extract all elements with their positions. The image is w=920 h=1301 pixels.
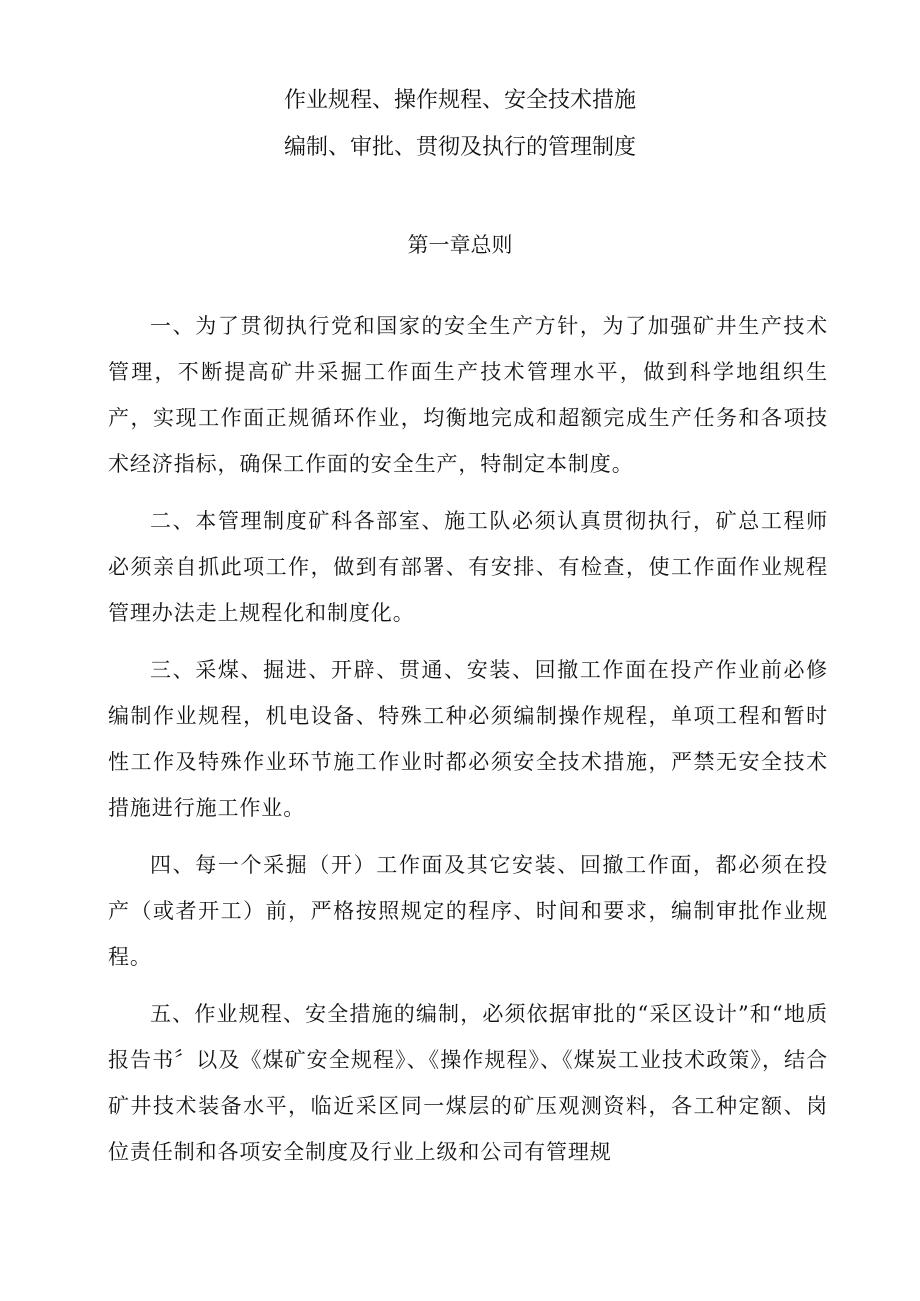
paragraph-4: 四、每一个采掘（开）工作面及其它安装、回撤工作面，都必须在投产（或者开工）前，严格按照规定的程序、时间和要求，编制审批作业规程。: [108, 853, 828, 969]
paragraph-1: 一、为了贯彻执行党和国家的安全生产方针，为了加强矿井生产技术管理，不断提高矿井采掘工作面生产技术管理水平，做到科学地组织生产，实现工作面正规循环作业，均衡地完成和超额完成生产任务和各项技术经济指标，确保工作面的安全生产，特制定本制度。: [108, 314, 828, 476]
paragraph-3: 三、采煤、掘进、开辟、贯通、安装、回撤工作面在投产作业前必修编制作业规程，机电设备、特殊工种必须编制操作规程，单项工程和暂时性工作及特殊作业环节施工作业时都必须安全技术措施，严禁无安全技术措施进行施工作业。: [108, 658, 828, 820]
paragraph-2: 二、本管理制度矿科各部室、施工队必须认真贯彻执行，矿总工程师必须亲自抓此项工作，做到有部署、有安排、有检查，使工作面作业规程管理办法走上规程化和制度化。: [108, 509, 828, 625]
document-title-line-1: 作业规程、操作规程、安全技术措施: [283, 88, 636, 113]
document-body: [108, 303, 828, 1186]
chapter-heading: 第一章总则: [407, 233, 513, 257]
document-title-line-2: 编制、审批、贯彻及执行的管理制度: [283, 135, 636, 160]
paragraph-5: 五、作业规程、安全措施的编制，必须依据审批的“采区设计”和“地质报告书〞以及《煤矿安全规程》、《操作规程》、《煤炭工业技术政策》，结合矿井技术装备水平，临近采区同一煤层的矿压观测资料，各工种定额、岗位责任制和各项安全制度及行业上级和公司有管理规: [108, 1002, 828, 1164]
